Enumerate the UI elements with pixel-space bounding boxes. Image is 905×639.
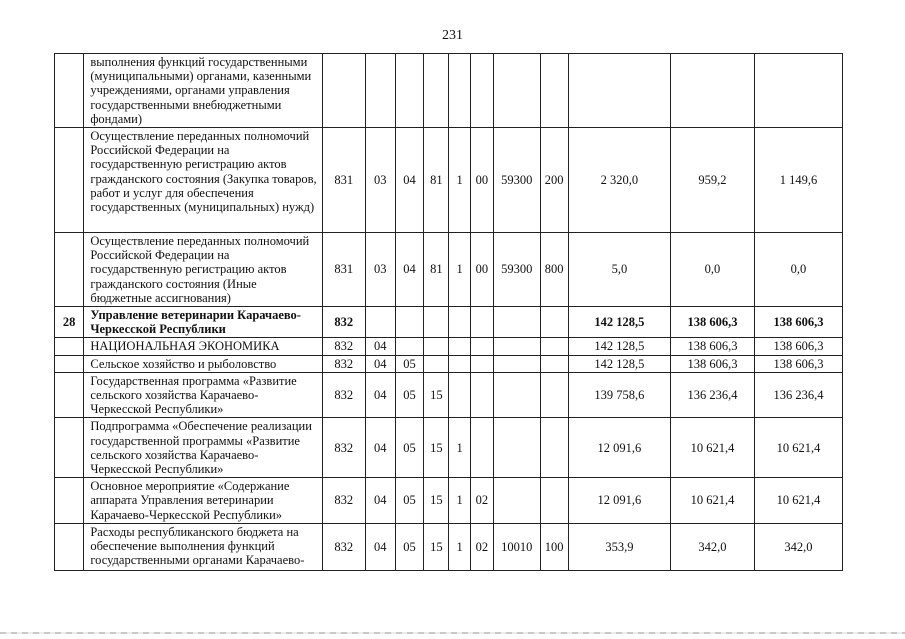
row-name-cell: Сельское хозяйство и рыболовство: [84, 355, 323, 372]
table-row: [55, 478, 843, 524]
activity-code-cell: 00: [470, 233, 493, 307]
activity-code-cell: [470, 338, 493, 355]
section-code-cell: 04: [365, 372, 395, 418]
program-code-cell: [424, 307, 449, 338]
section-code-cell: [365, 54, 395, 128]
section-code-cell: 04: [365, 418, 395, 478]
row-name-cell: Расходы республиканского бюджета на обеспечение выполнения функций государственными органами Карачаево-: [84, 523, 323, 570]
table-row: [55, 128, 843, 233]
amount-year3-cell: 136 236,4: [754, 372, 842, 418]
row-number-cell: [55, 233, 84, 307]
program-code-cell: 15: [424, 372, 449, 418]
expense-type-code-cell: 100: [540, 523, 568, 570]
program-code-cell: 81: [424, 233, 449, 307]
expense-type-code-cell: 800: [540, 233, 568, 307]
amount-year1-cell: 142 128,5: [568, 338, 670, 355]
program-code-cell: 15: [424, 418, 449, 478]
row-name-cell: выполнения функций государственными (муниципальными) органами, казенными учреждениями, органами управления государственными внебюджетными фондами): [84, 54, 323, 128]
row-name-cell: Управление ветеринарии Карачаево-Черкесской Республики: [84, 307, 323, 338]
expense-type-code-cell: [540, 372, 568, 418]
row-number-cell: [55, 372, 84, 418]
table-body: [55, 54, 843, 571]
subsection-code-cell: 05: [395, 372, 423, 418]
direction-code-cell: [493, 338, 540, 355]
subprogram-code-cell: [449, 355, 470, 372]
ministry-code-cell: [323, 54, 365, 128]
direction-code-cell: 10010: [493, 523, 540, 570]
activity-code-cell: [470, 307, 493, 338]
amount-year3-cell: 10 621,4: [754, 418, 842, 478]
row-name-cell: Подпрограмма «Обеспечение реализации государственной программы «Развитие сельского хозяйства Карачаево-Черкесской Республики»: [84, 418, 323, 478]
row-number-cell: [55, 478, 84, 524]
section-code-cell: 04: [365, 478, 395, 524]
ministry-code-cell: 831: [323, 128, 365, 233]
ministry-code-cell: 832: [323, 307, 365, 338]
budget-table: [54, 53, 843, 571]
row-name-cell: НАЦИОНАЛЬНАЯ ЭКОНОМИКА: [84, 338, 323, 355]
program-code-cell: 81: [424, 128, 449, 233]
amount-year3-cell: 138 606,3: [754, 307, 842, 338]
amount-year3-cell: [754, 54, 842, 128]
subsection-code-cell: 04: [395, 128, 423, 233]
expense-type-code-cell: [540, 478, 568, 524]
subprogram-code-cell: 1: [449, 233, 470, 307]
activity-code-cell: 02: [470, 478, 493, 524]
subsection-code-cell: 05: [395, 418, 423, 478]
subprogram-code-cell: 1: [449, 128, 470, 233]
row-number-cell: [55, 355, 84, 372]
amount-year1-cell: 353,9: [568, 523, 670, 570]
activity-code-cell: 00: [470, 128, 493, 233]
amount-year3-cell: 0,0: [754, 233, 842, 307]
amount-year2-cell: 959,2: [670, 128, 754, 233]
amount-year2-cell: 10 621,4: [670, 418, 754, 478]
row-name-cell: Основное мероприятие «Содержание аппарата Управления ветеринарии Карачаево-Черкесской Республики»: [84, 478, 323, 524]
table-row: [55, 355, 843, 372]
expense-type-code-cell: [540, 307, 568, 338]
amount-year2-cell: 0,0: [670, 233, 754, 307]
amount-year1-cell: 12 091,6: [568, 418, 670, 478]
program-code-cell: [424, 338, 449, 355]
subprogram-code-cell: 1: [449, 418, 470, 478]
section-code-cell: 04: [365, 523, 395, 570]
direction-code-cell: [493, 54, 540, 128]
section-code-cell: [365, 307, 395, 338]
amount-year2-cell: [670, 54, 754, 128]
subsection-code-cell: 05: [395, 478, 423, 524]
subprogram-code-cell: 1: [449, 523, 470, 570]
direction-code-cell: [493, 355, 540, 372]
section-code-cell: 04: [365, 355, 395, 372]
subsection-code-cell: 05: [395, 355, 423, 372]
table-row: [55, 307, 843, 338]
amount-year1-cell: 139 758,6: [568, 372, 670, 418]
amount-year2-cell: 136 236,4: [670, 372, 754, 418]
ministry-code-cell: 832: [323, 372, 365, 418]
amount-year1-cell: 142 128,5: [568, 307, 670, 338]
ministry-code-cell: 832: [323, 478, 365, 524]
table-row: [55, 372, 843, 418]
row-number-cell: [55, 418, 84, 478]
amount-year2-cell: 138 606,3: [670, 338, 754, 355]
activity-code-cell: [470, 418, 493, 478]
table-row: [55, 233, 843, 307]
activity-code-cell: [470, 355, 493, 372]
amount-year2-cell: 138 606,3: [670, 307, 754, 338]
ministry-code-cell: 832: [323, 523, 365, 570]
amount-year1-cell: 12 091,6: [568, 478, 670, 524]
table-row: [55, 418, 843, 478]
row-number-cell: [55, 338, 84, 355]
row-number-cell: [55, 128, 84, 233]
subsection-code-cell: [395, 338, 423, 355]
amount-year2-cell: 10 621,4: [670, 478, 754, 524]
direction-code-cell: [493, 478, 540, 524]
amount-year3-cell: 10 621,4: [754, 478, 842, 524]
direction-code-cell: 59300: [493, 128, 540, 233]
amount-year2-cell: 342,0: [670, 523, 754, 570]
program-code-cell: [424, 54, 449, 128]
amount-year1-cell: 5,0: [568, 233, 670, 307]
amount-year1-cell: 142 128,5: [568, 355, 670, 372]
subsection-code-cell: 04: [395, 233, 423, 307]
amount-year3-cell: 342,0: [754, 523, 842, 570]
table-row: [55, 523, 843, 570]
row-number-cell: [55, 523, 84, 570]
expense-type-code-cell: 200: [540, 128, 568, 233]
subprogram-code-cell: 1: [449, 478, 470, 524]
ministry-code-cell: 832: [323, 338, 365, 355]
program-code-cell: 15: [424, 478, 449, 524]
subprogram-code-cell: [449, 338, 470, 355]
subsection-code-cell: [395, 307, 423, 338]
table-row: [55, 338, 843, 355]
activity-code-cell: 02: [470, 523, 493, 570]
section-code-cell: 03: [365, 128, 395, 233]
amount-year3-cell: 138 606,3: [754, 338, 842, 355]
subprogram-code-cell: [449, 372, 470, 418]
amount-year2-cell: 138 606,3: [670, 355, 754, 372]
direction-code-cell: 59300: [493, 233, 540, 307]
row-number-cell: 28: [55, 307, 84, 338]
expense-type-code-cell: [540, 355, 568, 372]
direction-code-cell: [493, 372, 540, 418]
row-name-cell: Осуществление переданных полномочий Российской Федерации на государственную регистрацию актов гражданского состояния (Иные бюджетные ассигнования): [84, 233, 323, 307]
program-code-cell: 15: [424, 523, 449, 570]
row-number-cell: [55, 54, 84, 128]
activity-code-cell: [470, 54, 493, 128]
ministry-code-cell: 831: [323, 233, 365, 307]
amount-year3-cell: 1 149,6: [754, 128, 842, 233]
expense-type-code-cell: [540, 418, 568, 478]
scan-bottom-edge: [0, 632, 905, 634]
row-name-cell: Осуществление переданных полномочий Российской Федерации на государственную регистрацию актов гражданского состояния (Закупка товаров, работ и услуг для обеспечения государственных (муниципальных) нужд): [84, 128, 323, 233]
program-code-cell: [424, 355, 449, 372]
subsection-code-cell: 05: [395, 523, 423, 570]
subprogram-code-cell: [449, 307, 470, 338]
row-name-cell: Государственная программа «Развитие сельского хозяйства Карачаево-Черкесской Республики»: [84, 372, 323, 418]
direction-code-cell: [493, 418, 540, 478]
expense-type-code-cell: [540, 54, 568, 128]
activity-code-cell: [470, 372, 493, 418]
section-code-cell: 03: [365, 233, 395, 307]
subprogram-code-cell: [449, 54, 470, 128]
ministry-code-cell: 832: [323, 355, 365, 372]
amount-year1-cell: 2 320,0: [568, 128, 670, 233]
subsection-code-cell: [395, 54, 423, 128]
expense-type-code-cell: [540, 338, 568, 355]
direction-code-cell: [493, 307, 540, 338]
amount-year1-cell: [568, 54, 670, 128]
section-code-cell: 04: [365, 338, 395, 355]
amount-year3-cell: 138 606,3: [754, 355, 842, 372]
ministry-code-cell: 832: [323, 418, 365, 478]
table-row: [55, 54, 843, 128]
page-number: 231: [442, 28, 463, 43]
